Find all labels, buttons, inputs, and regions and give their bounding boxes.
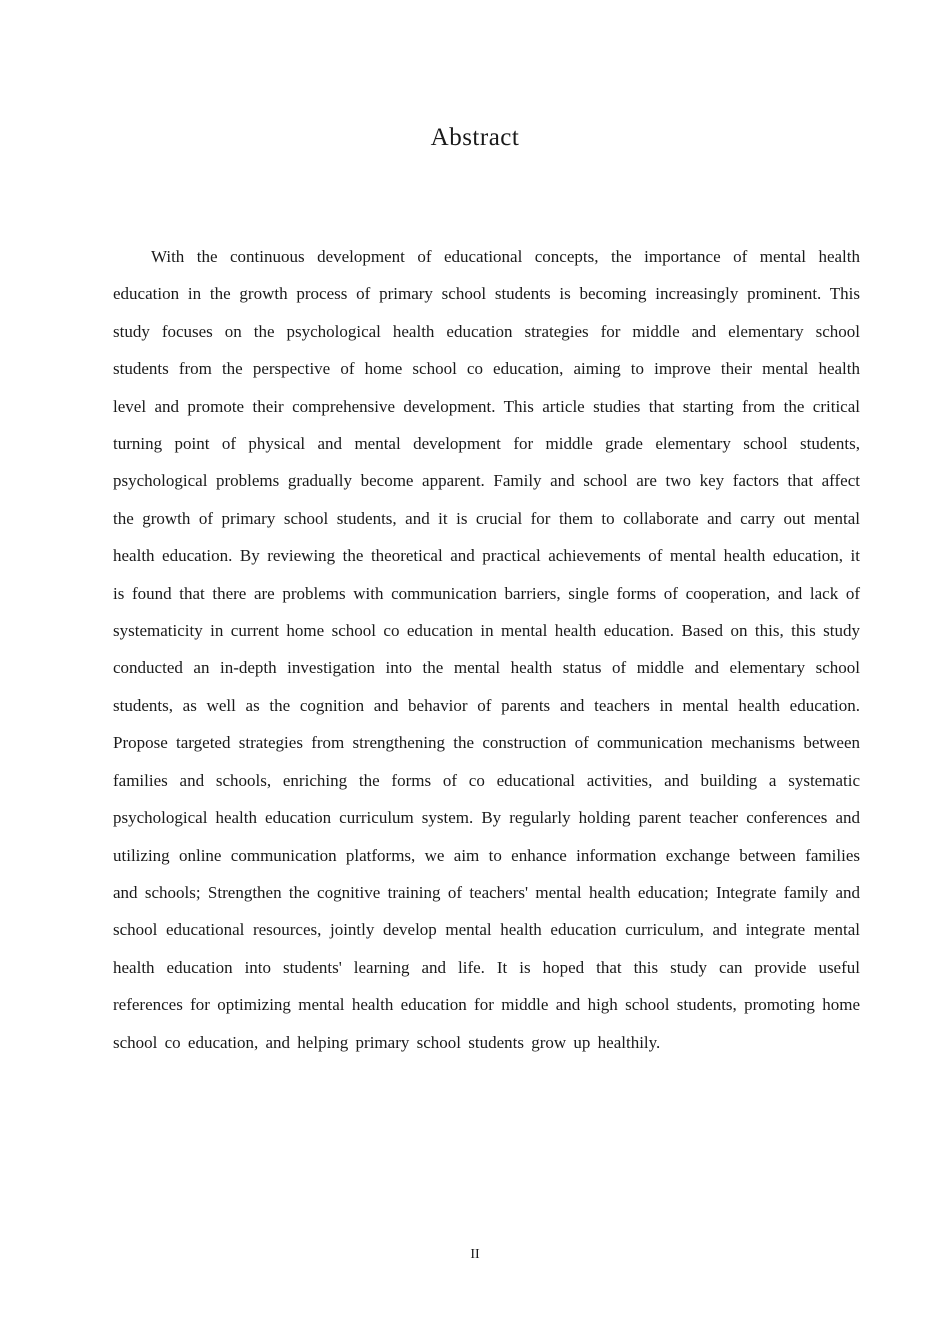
abstract-paragraph: With the continuous development of educational concepts, the importance of mental health education in the growth process of primary school students is becoming increasingly prominent. This study focuses on the psychological health education strategies for middle and elementary school students from the perspective of home school co education, aiming to improve their mental health level and promote their comprehensive development. This article studies that starting from the critical turning point of physical and mental development for middle grade elementary school students, psychological problems gradually become apparent. Family and school are two key factors that affect the growth of primary school students, and it is crucial for them to collaborate and carry out mental health education. By reviewing the theoretical and practical achievements of mental health education, it is found that there are problems with communication barriers, single forms of cooperation, and lack of systematicity in current home school co education in mental health education. Based on this, this study conducted an in-depth investigation into the mental health status of middle and elementary school students, as well as the cognition and behavior of parents and teachers in mental health education. Propose targeted strategies from strengthening the construction of communication mechanisms between families and schools, enriching the forms of co educational activities, and building a systematic psychological health education curriculum system. By regularly holding parent teacher conferences and utilizing online communication platforms, we aim to enhance information exchange between families and schools; Strengthen the cognitive training of teachers' mental health education; Integrate family and school educational resources, jointly develop mental health education curriculum, and integrate mental health education into students' learning and life. It is hoped that this study can provide useful references for optimizing mental health education for middle and high school students, promoting home school co education, and helping primary school students grow up healthily.: [113, 247, 860, 1052]
page-title: Abstract: [430, 124, 520, 151]
page-number: II: [470, 1247, 480, 1262]
